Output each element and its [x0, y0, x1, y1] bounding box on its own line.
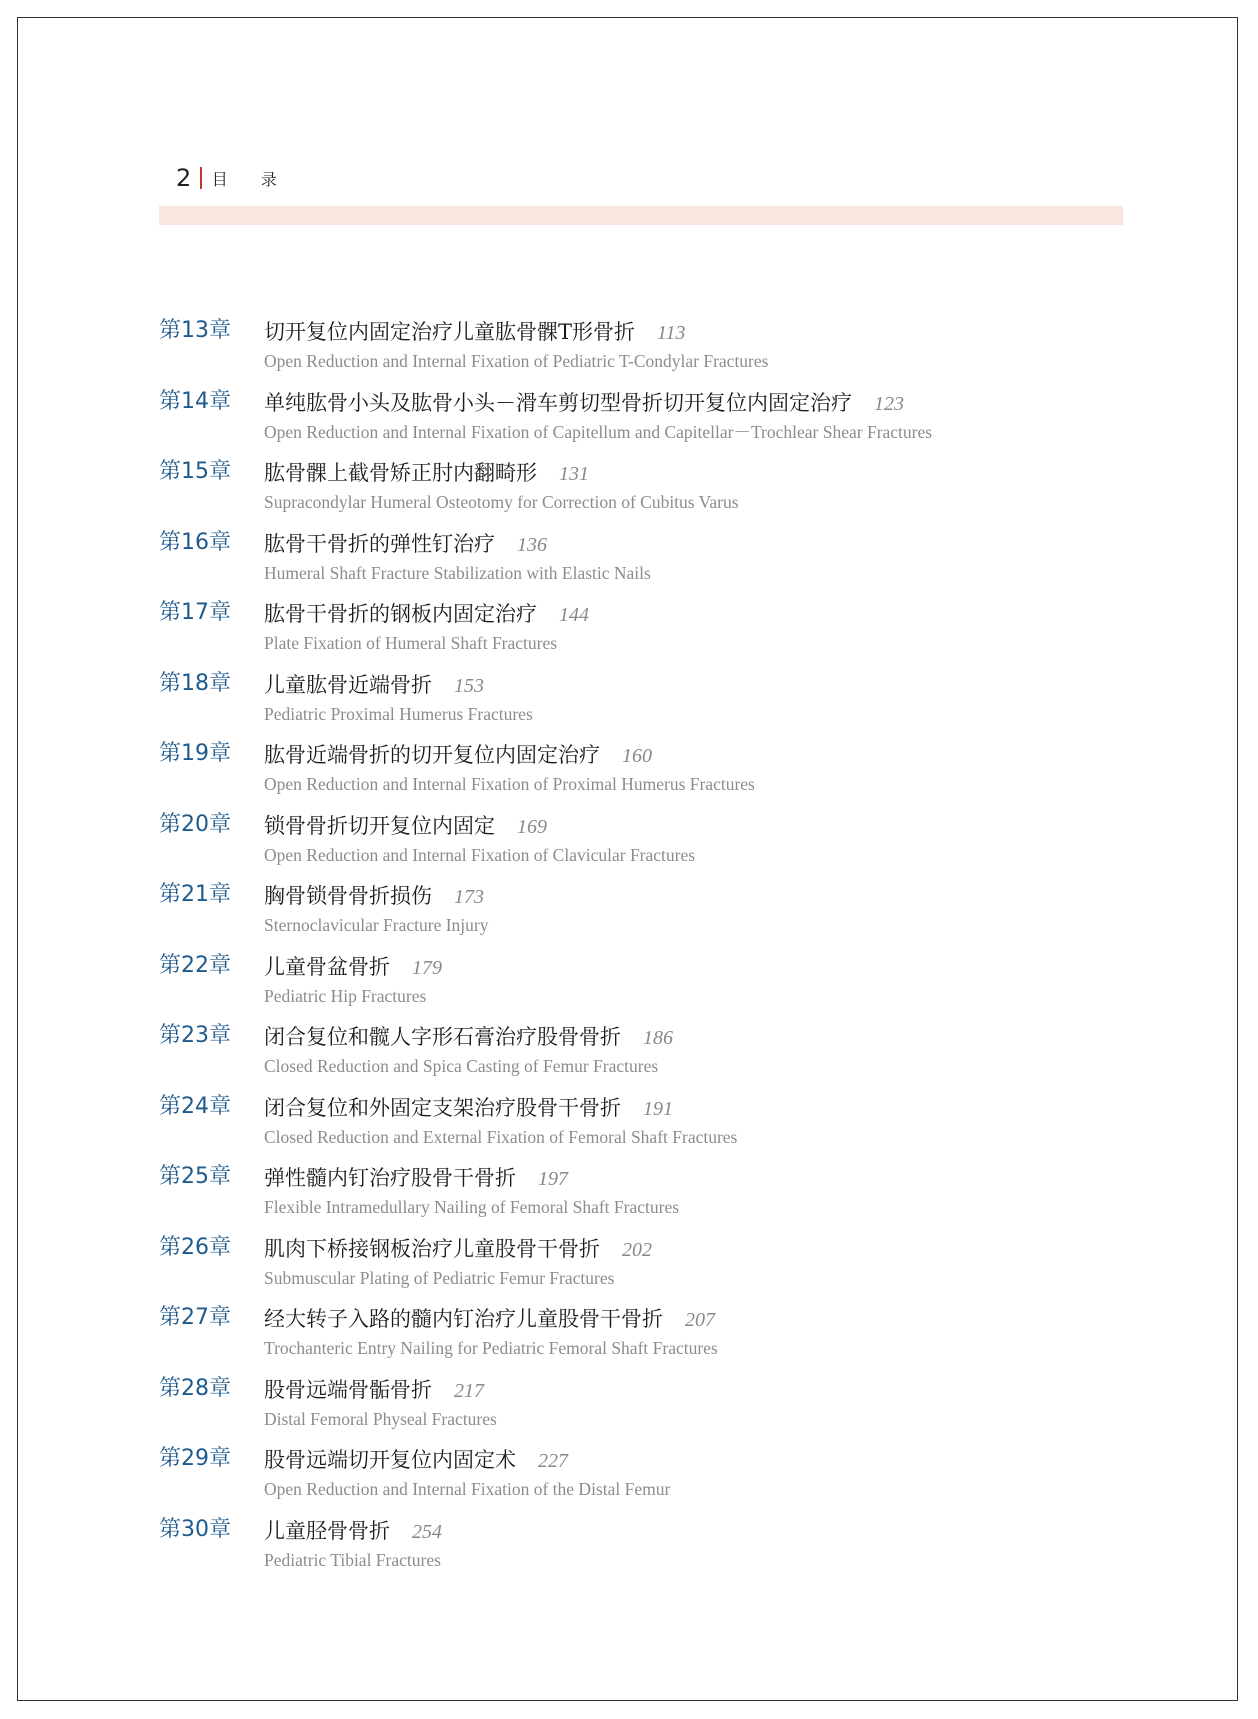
page-reference: 123 [874, 392, 904, 415]
chapter-label: 第20章 [159, 811, 231, 837]
toc-entry[interactable] [159, 528, 1099, 599]
chapter-title-en: Trochanteric Entry Nailing for Pediatric Femoral Shaft Fractures [264, 1338, 718, 1358]
title-line [264, 387, 1099, 421]
toc-entry[interactable] [159, 1444, 1099, 1515]
chapter-label: 第29章 [159, 1446, 231, 1471]
page-reference: 207 [685, 1309, 715, 1331]
chapter-title-cn: 儿童胫骨骨折 [264, 1518, 390, 1543]
header-band [159, 206, 1123, 225]
chapter-title-cn: 弹性髓内钉治疗股骨干骨折 [264, 1166, 516, 1190]
chapter-title-en: Humeral Shaft Fracture Stabilization with Elastic Nails [264, 562, 651, 583]
toc-entry[interactable] [159, 1162, 1099, 1233]
chapter-title-en: Submuscular Plating of Pediatric Femur Fractures [264, 1267, 615, 1288]
toc-entry[interactable] [159, 880, 1099, 951]
toc-entry[interactable] [159, 1374, 1099, 1445]
entry-body [264, 1092, 1099, 1148]
chapter-label: 第28章 [159, 1375, 231, 1401]
page-reference: 179 [412, 956, 442, 979]
toc-entry[interactable] [159, 1515, 1099, 1586]
chapter-title-cn: 肱骨干骨折的弹性钉治疗 [264, 531, 495, 556]
title-line [264, 1021, 1099, 1055]
entry-body [264, 1515, 1099, 1571]
entry-body [264, 951, 1099, 1007]
entry-body [264, 1374, 1099, 1430]
entry-body [264, 739, 1099, 795]
chapter-title-en: Pediatric Proximal Humerus Fractures [264, 703, 533, 724]
toc-entry[interactable] [159, 1092, 1099, 1163]
chapter-title-cn: 闭合复位和髋人字形石膏治疗股骨骨折 [264, 1025, 621, 1049]
chapter-title-cn: 肌肉下桥接钢板治疗儿童股骨干骨折 [264, 1236, 600, 1261]
entry-body [264, 1444, 1099, 1500]
page-reference: 254 [412, 1520, 442, 1543]
page-reference: 136 [517, 533, 547, 556]
title-line [264, 316, 1099, 350]
chapter-label: 第19章 [159, 741, 231, 766]
page-number: 2 [176, 164, 192, 192]
chapter-label: 第27章 [159, 1305, 231, 1330]
chapter-title-cn: 股骨远端切开复位内固定术 [264, 1448, 516, 1472]
section-title: 目 录 [211, 169, 291, 189]
chapter-title-cn: 股骨远端骨骺骨折 [264, 1377, 432, 1402]
chapter-label: 第15章 [159, 459, 231, 484]
entry-body [264, 528, 1099, 584]
title-line [264, 528, 1099, 562]
page-reference: 197 [538, 1168, 568, 1190]
chapter-title-en: Pediatric Tibial Fractures [264, 1549, 441, 1570]
page-reference: 153 [454, 674, 484, 697]
chapter-label: 第22章 [159, 952, 231, 978]
chapter-title-cn: 儿童骨盆骨折 [264, 954, 390, 979]
title-line [264, 1374, 1099, 1408]
chapter-title-en: Distal Femoral Physeal Fractures [264, 1408, 497, 1429]
toc-entry[interactable] [159, 457, 1099, 528]
chapter-title-en: Open Reduction and Internal Fixation of Pediatric T-Condylar Fractures [264, 351, 769, 371]
chapter-title-cn: 锁骨骨折切开复位内固定 [264, 813, 495, 838]
chapter-title-cn: 肱骨干骨折的钢板内固定治疗 [264, 602, 537, 626]
entry-body [264, 669, 1099, 725]
page-reference: 160 [622, 745, 652, 767]
title-line [264, 1092, 1099, 1126]
chapter-title-cn: 经大转子入路的髓内钉治疗儿童股骨干骨折 [264, 1307, 663, 1331]
entry-body [264, 1303, 1099, 1359]
chapter-title-en: Pediatric Hip Fractures [264, 985, 427, 1006]
toc-entry[interactable] [159, 1303, 1099, 1374]
toc-entry[interactable] [159, 598, 1099, 669]
toc-entry[interactable] [159, 1233, 1099, 1304]
title-line [264, 1233, 1099, 1267]
chapter-title-cn: 闭合复位和外固定支架治疗股骨干骨折 [264, 1095, 621, 1120]
chapter-title-en: Sternoclavicular Fracture Injury [264, 915, 489, 935]
toc-entry[interactable] [159, 739, 1099, 810]
chapter-title-cn: 切开复位内固定治疗儿童肱骨髁T形骨折 [264, 320, 636, 344]
chapter-label: 第17章 [159, 600, 231, 625]
page-reference: 227 [538, 1450, 568, 1472]
chapter-title-cn: 儿童肱骨近端骨折 [264, 672, 432, 697]
toc-entry[interactable] [159, 810, 1099, 881]
chapter-title-cn: 肱骨近端骨折的切开复位内固定治疗 [264, 743, 600, 767]
page-reference: 217 [454, 1379, 484, 1402]
page-reference: 173 [454, 886, 484, 908]
entry-body [264, 387, 1099, 443]
page-reference: 186 [643, 1027, 673, 1049]
chapter-label: 第23章 [159, 1023, 231, 1048]
title-line [264, 1444, 1099, 1478]
table-of-contents [159, 316, 1099, 1585]
title-line [264, 951, 1099, 985]
toc-entry[interactable] [159, 951, 1099, 1022]
chapter-title-en: Open Reduction and Internal Fixation of the Distal Femur [264, 1479, 671, 1499]
chapter-title-en: Closed Reduction and External Fixation of Femoral Shaft Fractures [264, 1126, 738, 1147]
entry-body [264, 810, 1099, 866]
page-reference: 169 [517, 815, 547, 838]
chapter-label: 第21章 [159, 882, 231, 907]
chapter-label: 第25章 [159, 1164, 231, 1189]
chapter-title-en: Open Reduction and Internal Fixation of Clavicular Fractures [264, 844, 696, 865]
chapter-label: 第18章 [159, 670, 231, 696]
running-header [176, 163, 291, 193]
chapter-label: 第14章 [159, 388, 231, 414]
chapter-label: 第24章 [159, 1093, 231, 1119]
title-line [264, 598, 1099, 632]
toc-entry[interactable] [159, 387, 1099, 458]
toc-entry[interactable] [159, 1021, 1099, 1092]
title-line [264, 1303, 1099, 1337]
toc-entry[interactable] [159, 669, 1099, 740]
page-reference: 202 [622, 1238, 652, 1261]
page-reference: 113 [657, 322, 686, 344]
page-reference: 191 [643, 1097, 673, 1120]
chapter-label: 第16章 [159, 529, 231, 555]
entry-body [264, 457, 1099, 513]
chapter-title-cn: 肱骨髁上截骨矫正肘内翻畸形 [264, 461, 537, 485]
title-line [264, 1515, 1099, 1549]
title-line [264, 880, 1099, 914]
entry-body [264, 880, 1099, 936]
chapter-title-en: Flexible Intramedullary Nailing of Femoral Shaft Fractures [264, 1197, 680, 1217]
chapter-title-en: Closed Reduction and Spica Casting of Femur Fractures [264, 1056, 659, 1076]
page-reference: 131 [559, 463, 589, 485]
chapter-title-cn: 单纯肱骨小头及肱骨小头－滑车剪切型骨折切开复位内固定治疗 [264, 390, 852, 415]
title-line [264, 1162, 1099, 1196]
chapter-label: 第13章 [159, 318, 231, 343]
toc-entry[interactable] [159, 316, 1099, 387]
title-line [264, 810, 1099, 844]
title-line [264, 669, 1099, 703]
entry-body [264, 1162, 1099, 1218]
entry-body [264, 316, 1099, 372]
chapter-title-cn: 胸骨锁骨骨折损伤 [264, 884, 432, 908]
chapter-title-en: Open Reduction and Internal Fixation of Capitellum and Capitellar－Trochlear Shear Fractures [264, 421, 933, 442]
entry-body [264, 1233, 1099, 1289]
chapter-label: 第30章 [159, 1516, 231, 1542]
chapter-title-en: Supracondylar Humeral Osteotomy for Correction of Cubitus Varus [264, 492, 739, 512]
header-divider [200, 167, 202, 189]
entry-body [264, 1021, 1099, 1077]
title-line [264, 739, 1099, 773]
entry-body [264, 598, 1099, 654]
page-reference: 144 [559, 604, 589, 626]
chapter-label: 第26章 [159, 1234, 231, 1260]
title-line [264, 457, 1099, 491]
chapter-title-en: Plate Fixation of Humeral Shaft Fractures [264, 633, 558, 653]
chapter-title-en: Open Reduction and Internal Fixation of Proximal Humerus Fractures [264, 774, 755, 794]
